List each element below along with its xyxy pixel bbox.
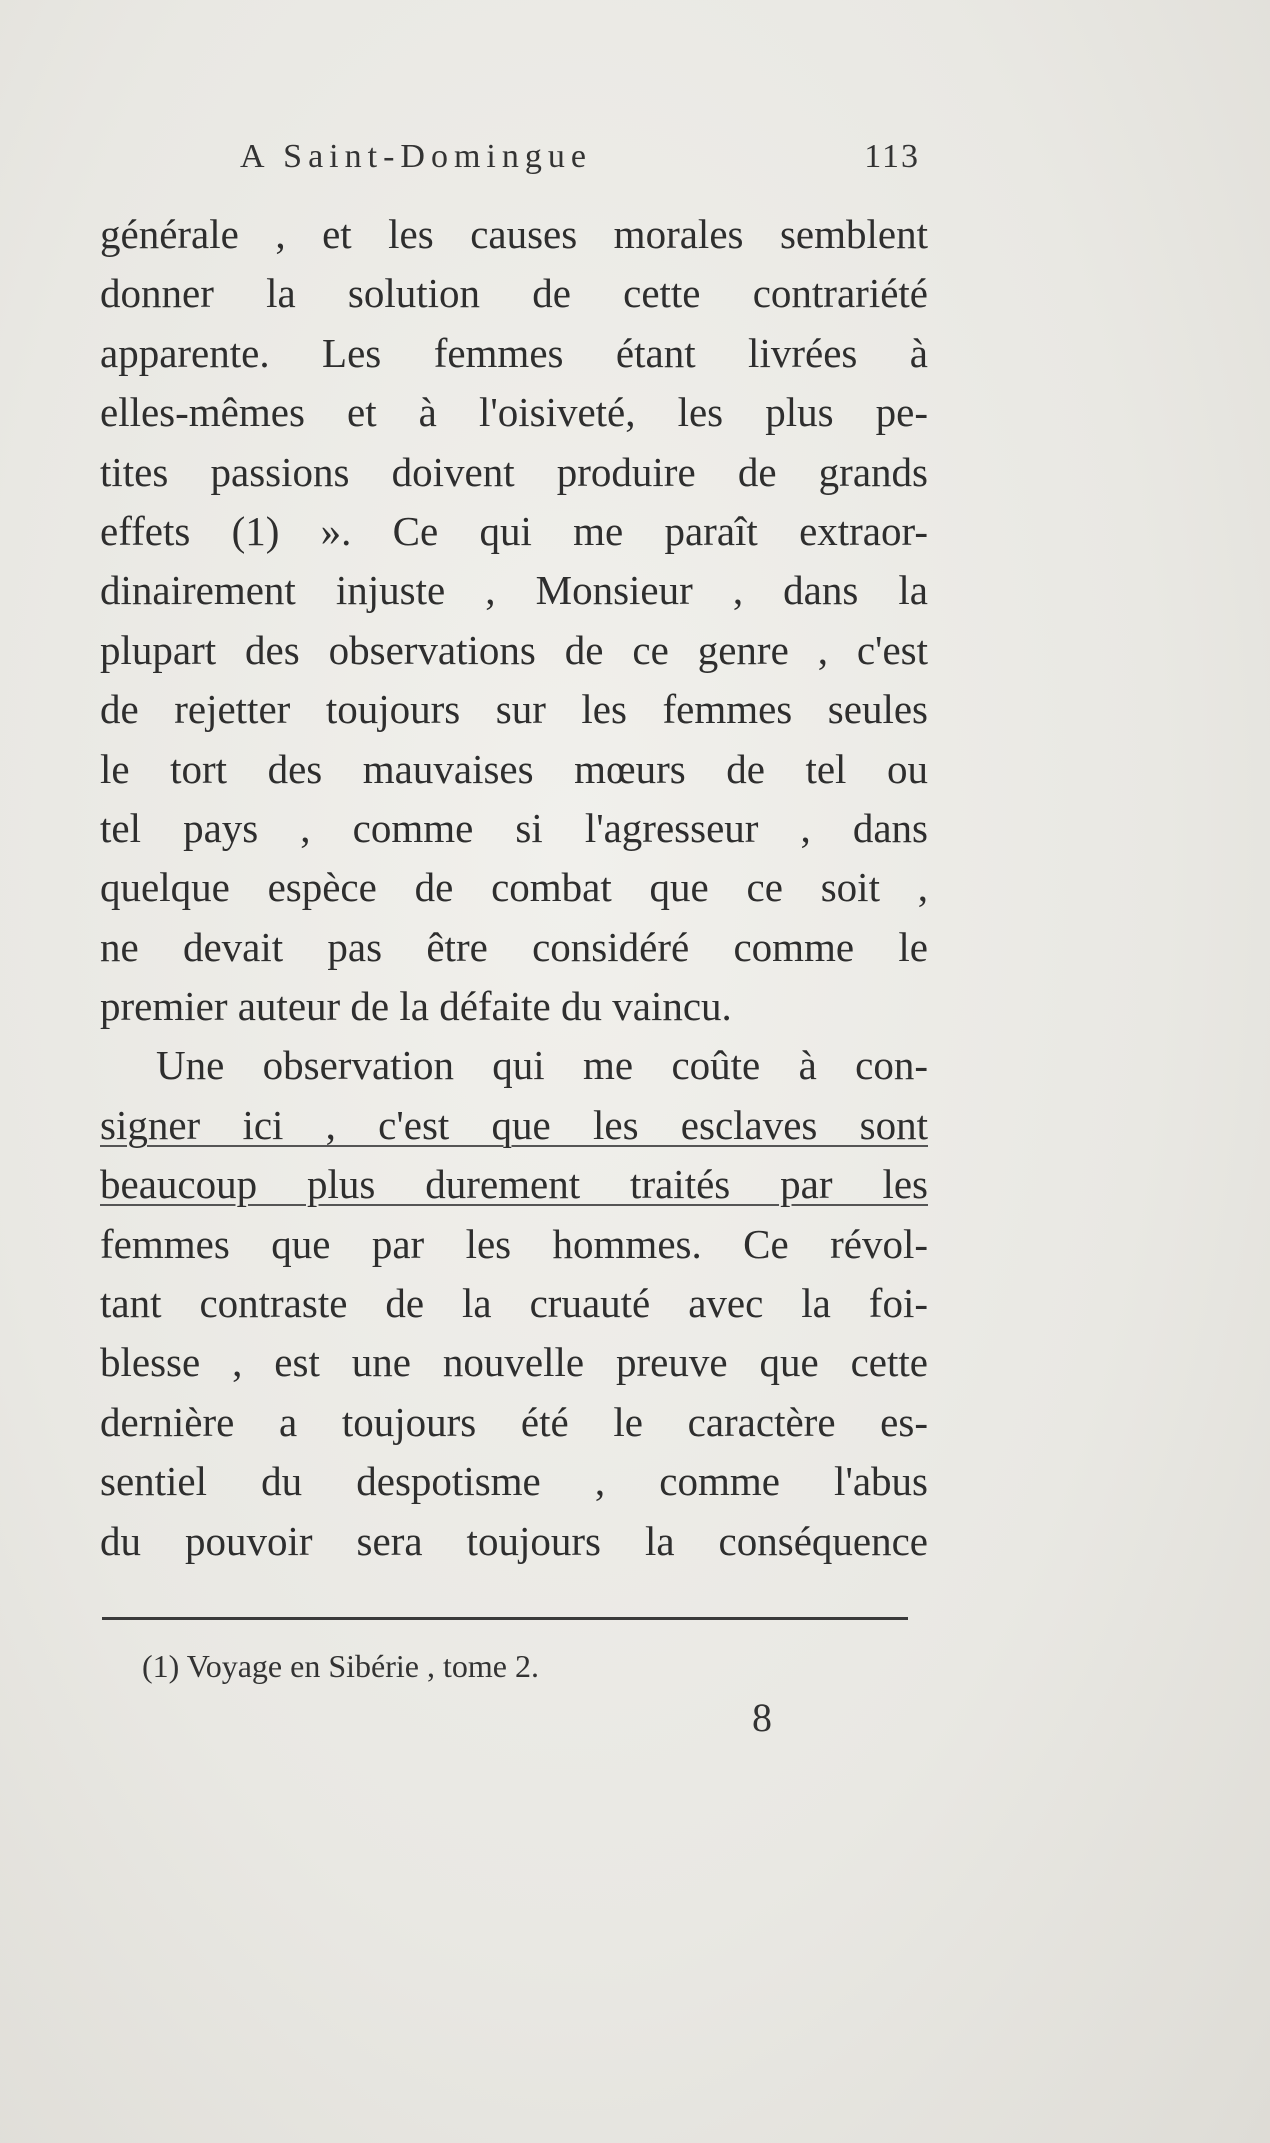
text-line: apparente. Les femmes étant livrées à [100, 329, 928, 376]
text-line: femmes que par les hommes. Ce révol- [100, 1220, 928, 1267]
text-line: générale , et les causes morales semblent [100, 211, 928, 257]
text-line: quelque espèce de combat que ce soit , [100, 864, 928, 911]
footnote: (1) Voyage en Sibérie , tome 2. [142, 1648, 539, 1684]
text-line: du pouvoir sera toujours la conséquence [100, 1517, 928, 1564]
text-line: de rejetter toujours sur les femmes seules [100, 686, 928, 733]
text-line: sentiel du despotisme , comme l'abus [100, 1458, 928, 1505]
text-line: dernière a toujours été le caractère es- [100, 1398, 928, 1445]
text-line: effets (1) ». Ce qui me paraît extraor- [100, 507, 928, 554]
text-line-underlined: signer ici , c'est que les esclaves sont [100, 1101, 928, 1148]
running-head [100, 138, 920, 188]
text-line: ne devait pas être considéré comme le [100, 923, 928, 970]
text-line: dinairement injuste , Monsieur , dans la [100, 567, 928, 614]
footnote-rule [102, 1617, 908, 1620]
text-line: le tort des mauvaises mœurs de tel ou [100, 745, 928, 792]
text-line: Une observation qui me coûte à con- [156, 1042, 928, 1089]
body-text [100, 205, 928, 1571]
text-line: tites passions doivent produire de grands [100, 448, 928, 495]
text-line: plupart des observations de ce genre , c'est [100, 626, 928, 673]
running-head-title: A Saint-Domingue [240, 138, 592, 175]
text-line: blesse , est une nouvelle preuve que cette [100, 1339, 928, 1386]
signature-mark: 8 [752, 1695, 772, 1740]
page-number: 113 [864, 138, 920, 175]
text-line: elles-mêmes et à l'oisiveté, les plus pe- [100, 389, 928, 436]
text-line: premier auteur de la défaite du vaincu. [100, 983, 732, 1030]
text-line: tel pays , comme si l'agresseur , dans [100, 804, 928, 851]
text-line: donner la solution de cette contrariété [100, 270, 928, 317]
text-line-underlined: beaucoup plus durement traités par les [100, 1161, 928, 1208]
text-line: tant contraste de la cruauté avec la foi- [100, 1280, 928, 1327]
